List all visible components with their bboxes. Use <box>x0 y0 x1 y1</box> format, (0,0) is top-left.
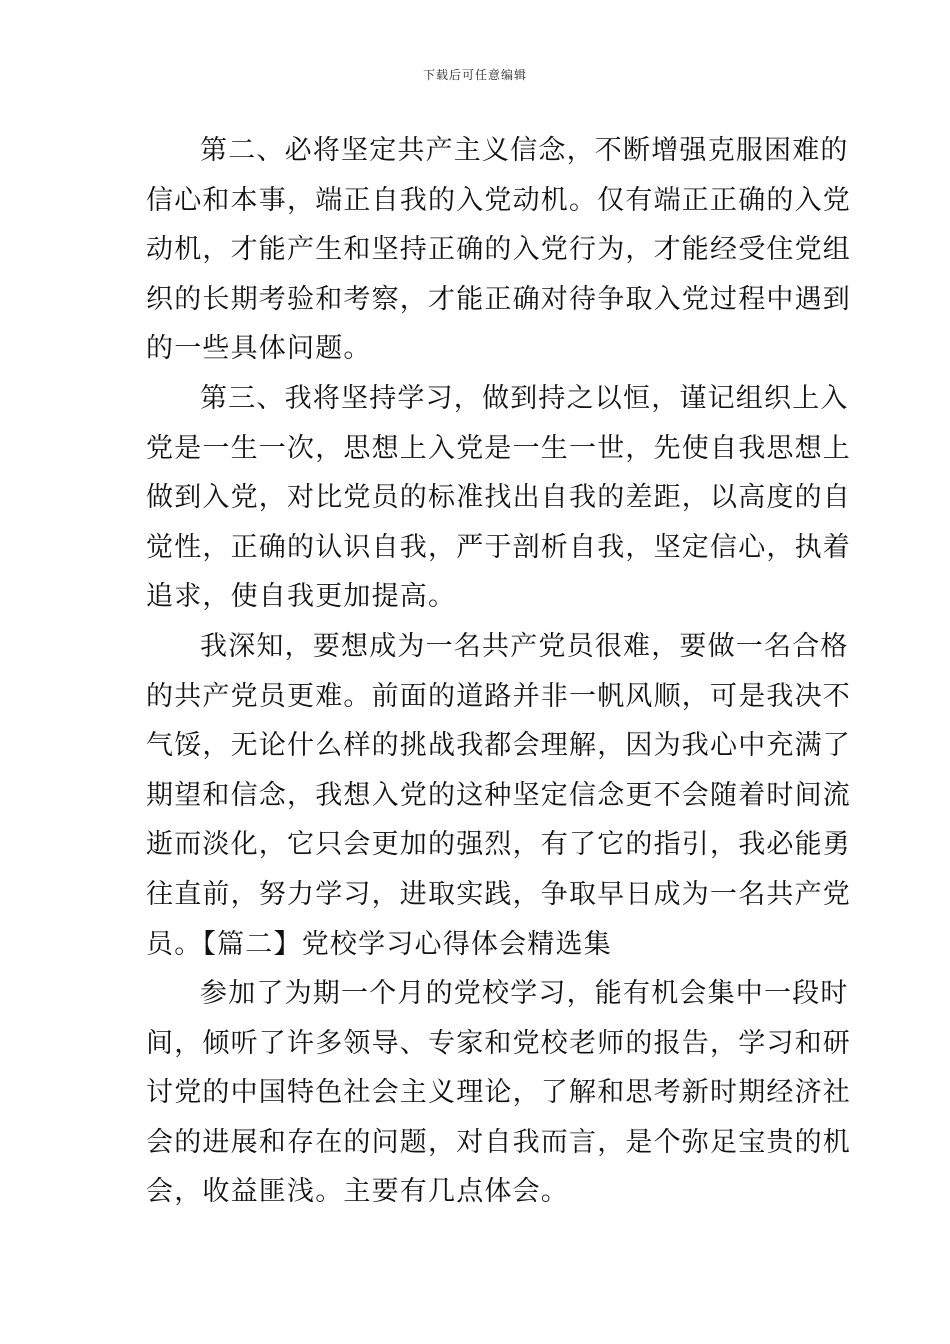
paragraph-line: 期望和信念，我想入党的这种坚定信念更不会随着时间流 <box>146 779 851 811</box>
paragraph-line: 做到入党，对比党员的标准找出自我的差距，以高度的自 <box>146 482 851 514</box>
paragraph-line: 第二、必将坚定共产主义信念，不断增强克服困难的 <box>200 135 849 166</box>
paragraph-line: 党是一生一次，思想上入党是一生一世，先使自我思想上 <box>146 432 851 464</box>
document-body <box>146 126 851 1217</box>
paragraph-line: 我深知，要想成为一名共产党员很难，要做一名合格 <box>200 630 849 662</box>
paragraph-line: 织的长期考验和考察，才能正确对待争取入党过程中遇到 <box>146 283 851 315</box>
paragraph-line: 员。【篇二】党校学习心得体会精选集 <box>146 928 612 960</box>
paragraph-line: 觉性，正确的认识自我，严于剖析自我，坚定信心，执着 <box>146 531 851 563</box>
paragraph-line: 第三、我将坚持学习，做到持之以恒，谨记组织上入 <box>200 382 849 414</box>
paragraph-line: 的一些具体问题。 <box>146 333 372 365</box>
paragraph-line: 讨党的中国特色社会主义理论，了解和思考新时期经济社 <box>146 1077 851 1109</box>
paragraph-line: 追求，使自我更加提高。 <box>146 581 457 613</box>
paragraph-line: 信心和本事，端正自我的入党动机。仅有端正正确的入党 <box>146 184 851 216</box>
paragraph-line: 逝而淡化，它只会更加的强烈，有了它的指引，我必能勇 <box>146 829 851 861</box>
paragraph-line: 的共产党员更难。前面的道路并非一帆风顺，可是我决不 <box>146 680 851 712</box>
paragraph-line: 参加了为期一个月的党校学习，能有机会集中一段时 <box>200 978 849 1010</box>
header-note: 下载后可任意编辑 <box>422 68 527 82</box>
paragraph-line: 间，倾听了许多领导、专家和党校老师的报告，学习和研 <box>146 1027 851 1059</box>
paragraph-line: 动机，才能产生和坚持正确的入党行为，才能经受住党组 <box>146 234 851 266</box>
paragraph-line: 往直前，努力学习，进取实践，争取早日成为一名共产党 <box>146 878 851 910</box>
paragraph-line: 会的进展和存在的问题，对自我而言，是个弥足宝贵的机 <box>146 1126 851 1158</box>
paragraph-line: 会，收益匪浅。主要有几点体会。 <box>146 1176 569 1208</box>
paragraph-line: 气馁，无论什么样的挑战我都会理解，因为我心中充满了 <box>146 730 851 762</box>
